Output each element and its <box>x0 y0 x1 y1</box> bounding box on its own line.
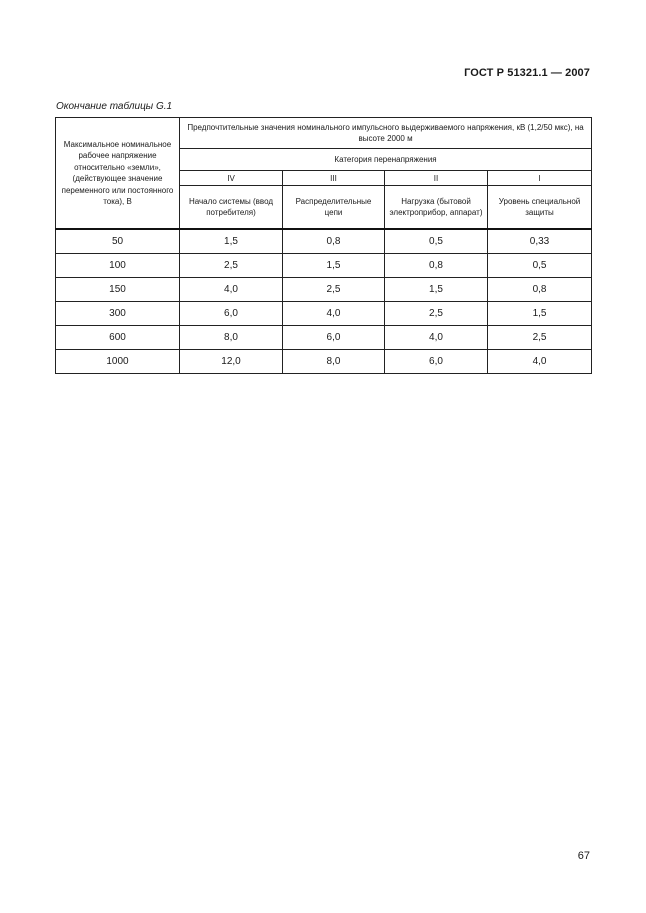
table-caption: Окончание таблицы G.1 <box>56 101 173 112</box>
value-cell: 1,5 <box>283 254 385 278</box>
value-cell: 0,5 <box>385 229 488 254</box>
overvoltage-table <box>55 117 592 374</box>
table-row <box>56 302 592 326</box>
category-ii-cell: II <box>385 171 488 186</box>
value-cell: 2,5 <box>283 278 385 302</box>
category-iv-cell: IV <box>180 171 283 186</box>
description-iv-cell: Начало системы (ввод потребителя) <box>180 186 283 230</box>
description-ii-cell: Нагрузка (бытовой электроприбор, аппарат) <box>385 186 488 230</box>
value-cell: 1,5 <box>488 302 592 326</box>
value-cell: 8,0 <box>180 326 283 350</box>
voltage-cell: 300 <box>56 302 180 326</box>
description-i-cell: Уровень специальной защиты <box>488 186 592 230</box>
value-cell: 0,5 <box>488 254 592 278</box>
category-i-cell: I <box>488 171 592 186</box>
value-cell: 4,0 <box>488 350 592 374</box>
value-cell: 2,5 <box>180 254 283 278</box>
value-cell: 0,8 <box>385 254 488 278</box>
value-cell: 4,0 <box>385 326 488 350</box>
table-row <box>56 278 592 302</box>
category-header-cell: Категория перенапряжения <box>180 149 592 171</box>
page-number: 67 <box>577 850 590 862</box>
value-cell: 4,0 <box>180 278 283 302</box>
table-row <box>56 254 592 278</box>
voltage-cell: 100 <box>56 254 180 278</box>
voltage-cell: 1000 <box>56 350 180 374</box>
value-cell: 8,0 <box>283 350 385 374</box>
value-cell: 2,5 <box>488 326 592 350</box>
table-row <box>56 326 592 350</box>
category-iii-cell: III <box>283 171 385 186</box>
value-cell: 6,0 <box>385 350 488 374</box>
value-cell: 1,5 <box>385 278 488 302</box>
value-cell: 12,0 <box>180 350 283 374</box>
value-cell: 0,8 <box>283 229 385 254</box>
standard-id-header: ГОСТ Р 51321.1 — 2007 <box>464 67 590 79</box>
value-cell: 6,0 <box>180 302 283 326</box>
value-cell: 6,0 <box>283 326 385 350</box>
value-cell: 0,8 <box>488 278 592 302</box>
voltage-cell: 600 <box>56 326 180 350</box>
value-cell: 2,5 <box>385 302 488 326</box>
table-row <box>56 350 592 374</box>
table-row <box>56 229 592 254</box>
description-iii-cell: Распределительные цепи <box>283 186 385 230</box>
voltage-cell: 50 <box>56 229 180 254</box>
value-cell: 4,0 <box>283 302 385 326</box>
row-header-cell: Максимальное номинальное рабочее напряжение относительно «земли», (действующее значение переменного или постоянного тока), В <box>56 118 180 230</box>
voltage-cell: 150 <box>56 278 180 302</box>
value-cell: 1,5 <box>180 229 283 254</box>
group-header-cell: Предпочтительные значения номинального импульсного выдерживаемого напряжения, кВ (1,2/50 мкс), на высоте 2000 м <box>180 118 592 149</box>
value-cell: 0,33 <box>488 229 592 254</box>
